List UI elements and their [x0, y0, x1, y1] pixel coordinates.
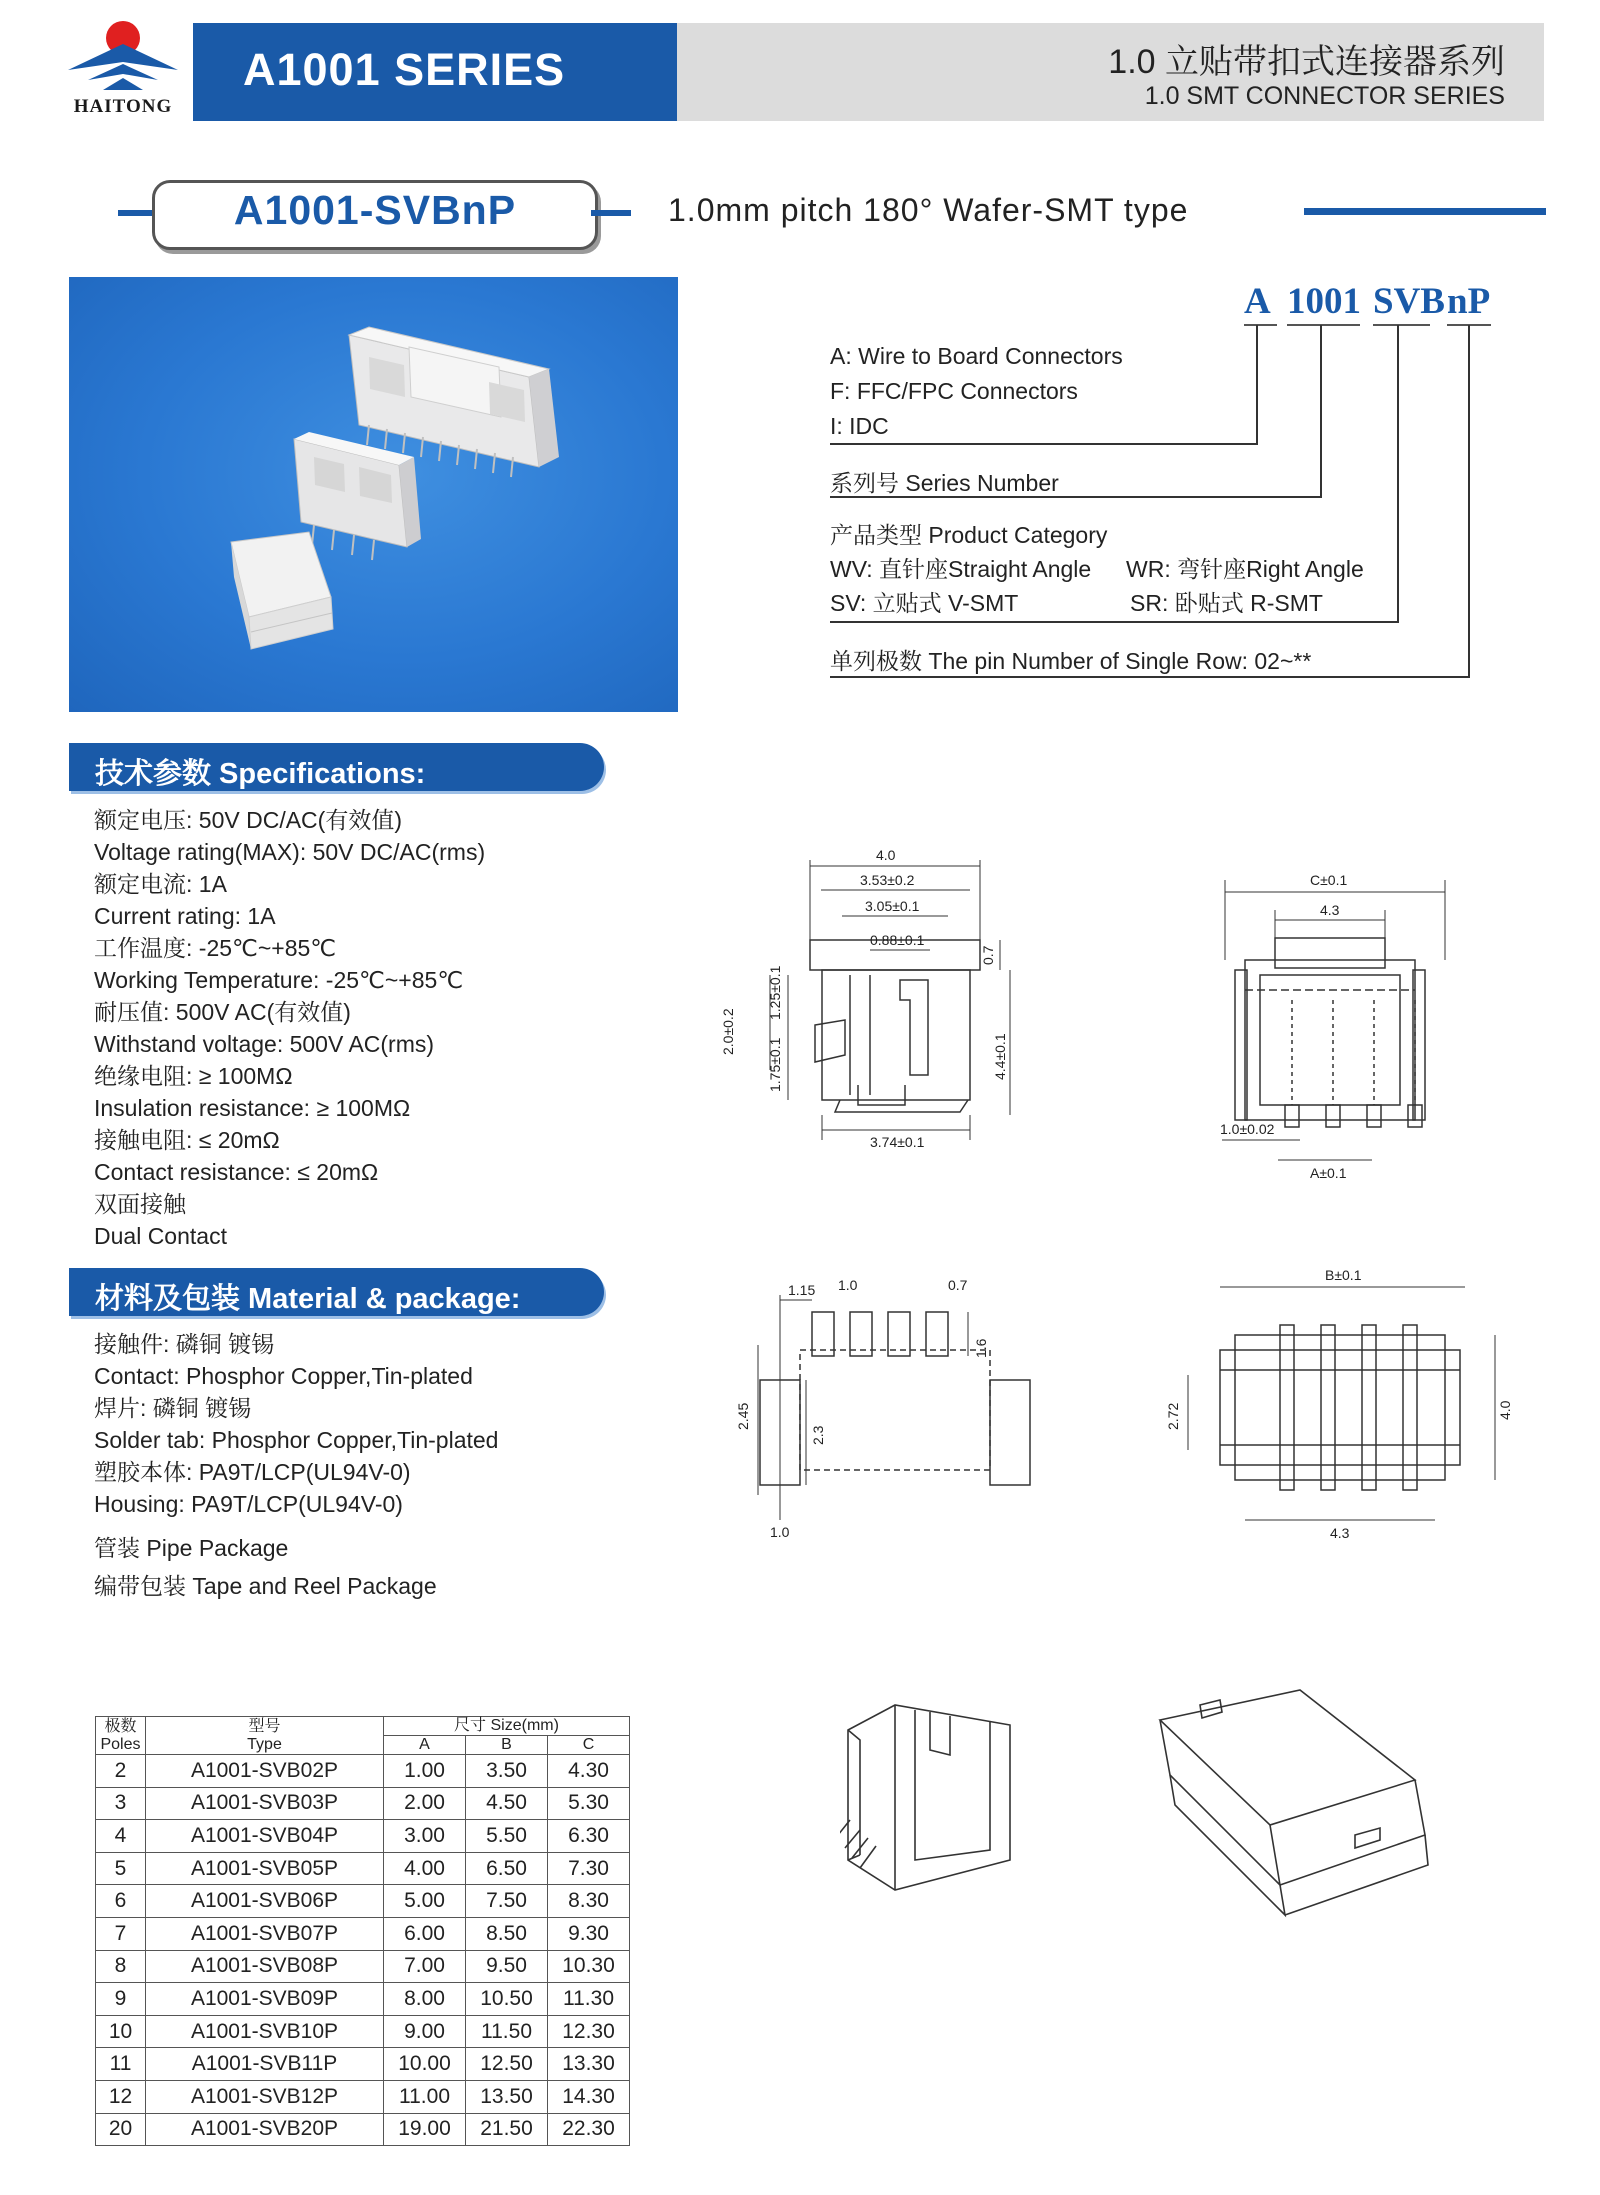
table-row	[96, 1852, 630, 1885]
size-table	[95, 1716, 630, 2146]
table-cell: 3	[96, 1787, 146, 1820]
table-cell: 1.00	[384, 1755, 466, 1788]
dim-label: 0.7	[980, 945, 996, 965]
dim-label: 4.3	[1320, 902, 1340, 918]
code-underline	[1287, 324, 1360, 326]
table-cell: 8.00	[384, 1983, 466, 2016]
table-cell: 4.50	[466, 1787, 548, 1820]
material-item: 塑胶本体: PA9T/LCP(UL94V-0)	[94, 1459, 411, 1485]
col-a-header: A	[384, 1736, 466, 1755]
table-cell: 7.00	[384, 1950, 466, 1983]
table-row	[96, 2015, 630, 2048]
medium-connector-icon	[294, 432, 421, 560]
table-cell: 4	[96, 1820, 146, 1853]
table-cell: 9.50	[466, 1950, 548, 1983]
dim-label: 4.0	[1497, 1400, 1513, 1420]
spec-item: Current rating: 1A	[94, 903, 276, 929]
table-cell: 5	[96, 1852, 146, 1885]
dim-label: 1.0	[770, 1524, 790, 1540]
table-cell: A1001-SVB04P	[146, 1820, 384, 1853]
table-cell: A1001-SVB08P	[146, 1950, 384, 1983]
table-cell: A1001-SVB03P	[146, 1787, 384, 1820]
cap-icon	[231, 532, 333, 649]
table-cell: 9	[96, 1983, 146, 2016]
code-underline	[1373, 324, 1430, 326]
dim-label: 2.3	[810, 1425, 826, 1445]
table-row	[96, 2048, 630, 2081]
spec-list	[94, 804, 485, 1252]
spec-item: 双面接触	[94, 1191, 186, 1217]
code-prefix: A	[1244, 281, 1271, 322]
table-cell: A1001-SVB07P	[146, 1917, 384, 1950]
legend-pins: 单列极数 The pin Number of Single Row: 02~**	[830, 648, 1312, 674]
spec-item: 额定电流: 1A	[94, 871, 227, 897]
type-header-en: Type	[247, 1735, 282, 1753]
legend-leader	[830, 621, 1399, 623]
part-description: 1.0mm pitch 180° Wafer-SMT type	[668, 192, 1189, 228]
technical-drawings	[700, 830, 1600, 1570]
table-row	[96, 1885, 630, 1918]
col-b-header: B	[466, 1736, 548, 1755]
legend-leader	[1468, 325, 1470, 678]
dim-label: 1.0	[838, 1277, 858, 1293]
isometric-drawings	[840, 1660, 1460, 2000]
description-rule	[1304, 208, 1546, 215]
poles-header	[96, 1717, 146, 1755]
material-item: 焊片: 磷铜 镀锡	[94, 1395, 252, 1421]
table-cell: 6.50	[466, 1852, 548, 1885]
table-cell: 11.50	[466, 2015, 548, 2048]
dim-label: 2.0±0.2	[720, 1008, 736, 1055]
material-heading-text: 材料及包装 Material & package:	[95, 1283, 521, 1315]
poles-header-en: Poles	[100, 1735, 141, 1753]
spec-item: 接触电阻: ≤ 20mΩ	[94, 1127, 280, 1153]
table-cell: 10.50	[466, 1983, 548, 2016]
legend-category: 产品类型 Product Category	[830, 522, 1108, 548]
dim-label: 1.6	[973, 1338, 989, 1358]
table-row	[96, 1820, 630, 1853]
legend-a: A: Wire to Board Connectors	[830, 343, 1123, 369]
brand-name: HAITONG	[73, 96, 173, 117]
product-photo	[69, 277, 678, 712]
table-cell: 7	[96, 1917, 146, 1950]
table-cell: 5.00	[384, 1885, 466, 1918]
table-cell: 7.50	[466, 1885, 548, 1918]
col-c-header: C	[548, 1736, 630, 1755]
legend-series: 系列号 Series Number	[830, 470, 1059, 496]
table-cell: 2.00	[384, 1787, 466, 1820]
table-cell: 6.00	[384, 1917, 466, 1950]
specifications-heading	[69, 743, 604, 791]
spec-item: 工作温度: -25℃~+85℃	[94, 935, 337, 961]
code-type: SVB	[1373, 281, 1445, 322]
table-cell: 11.30	[548, 1983, 630, 2016]
legend-leader	[830, 676, 1470, 678]
front-view-drawing	[1222, 880, 1445, 1160]
table-row	[96, 1917, 630, 1950]
dim-label: 3.05±0.1	[865, 898, 920, 914]
table-cell: 12	[96, 2080, 146, 2113]
code-series: 1001	[1287, 281, 1361, 322]
table-cell: A1001-SVB05P	[146, 1852, 384, 1885]
table-cell: 14.30	[548, 2080, 630, 2113]
table-cell: 11.00	[384, 2080, 466, 2113]
legend-leader	[1256, 325, 1258, 445]
dim-label: 1.75±0.1	[767, 1037, 783, 1092]
specifications-heading-text: 技术参数 Specifications:	[95, 758, 426, 790]
spec-item: Dual Contact	[94, 1223, 227, 1249]
series-title: A1001 SERIES	[243, 44, 566, 95]
table-row	[96, 1787, 630, 1820]
type-header-cn: 型号	[248, 1717, 281, 1735]
dim-label: 0.88±0.1	[870, 932, 925, 948]
dim-label: 2.72	[1165, 1402, 1181, 1430]
table-cell: 9.30	[548, 1917, 630, 1950]
table-cell: 5.50	[466, 1820, 548, 1853]
spec-item: Voltage rating(MAX): 50V DC/AC(rms)	[94, 839, 486, 865]
legend-leader	[1320, 325, 1322, 498]
table-cell: A1001-SVB06P	[146, 1885, 384, 1918]
legend-leader	[830, 496, 1322, 498]
dim-label: 1.0±0.02	[1220, 1121, 1275, 1137]
table-row	[96, 1755, 630, 1788]
table-cell: 10.00	[384, 2048, 466, 2081]
table-cell: 6.30	[548, 1820, 630, 1853]
material-list	[94, 1328, 498, 1520]
connector-photo-illustration	[69, 277, 678, 712]
part-number: A1001-SVBnP	[233, 187, 517, 233]
table-cell: 2	[96, 1755, 146, 1788]
dim-label: 0.7	[948, 1277, 968, 1293]
table-cell: A1001-SVB12P	[146, 2080, 384, 2113]
iso-housing-icon	[840, 1705, 1010, 1890]
dim-label: A±0.1	[1310, 1165, 1347, 1181]
dim-label: 1.25±0.1	[767, 965, 783, 1020]
legend-sv: SV: 立贴式 V-SMT	[830, 590, 1019, 616]
table-cell: 11	[96, 2048, 146, 2081]
table-row	[96, 2113, 630, 2146]
table-cell: 4.00	[384, 1852, 466, 1885]
table-cell: A1001-SVB09P	[146, 1983, 384, 2016]
dim-label: 2.45	[735, 1402, 751, 1430]
table-cell: 5.30	[548, 1787, 630, 1820]
table-cell: 8.50	[466, 1917, 548, 1950]
table-cell: 22.30	[548, 2113, 630, 2146]
poles-header-cn: 极数	[104, 1717, 137, 1735]
legend-i: I: IDC	[830, 413, 889, 439]
table-cell: 13.50	[466, 2080, 548, 2113]
material-item: Housing: PA9T/LCP(UL94V-0)	[94, 1491, 403, 1517]
legend-wv: WV: 直针座Straight Angle	[830, 556, 1092, 582]
header-cn-title: 1.0 立贴带扣式连接器系列	[1108, 43, 1505, 81]
dim-label: 4.3	[1330, 1525, 1350, 1541]
table-cell: A1001-SVB10P	[146, 2015, 384, 2048]
spec-item: Contact resistance: ≤ 20mΩ	[94, 1159, 379, 1185]
package-item: 管装 Pipe Package	[94, 1535, 289, 1561]
dim-label: 4.4±0.1	[992, 1033, 1008, 1080]
spec-item: 额定电压: 50V DC/AC(有效值)	[94, 807, 402, 833]
dim-label: 3.74±0.1	[870, 1134, 925, 1150]
legend-f: F: FFC/FPC Connectors	[830, 378, 1078, 404]
dim-label: 3.53±0.2	[860, 872, 915, 888]
size-header: 尺寸 Size(mm)	[384, 1717, 630, 1736]
table-cell: 21.50	[466, 2113, 548, 2146]
table-cell: 8.30	[548, 1885, 630, 1918]
table-row	[96, 2080, 630, 2113]
table-cell: 3.50	[466, 1755, 548, 1788]
table-cell: A1001-SVB20P	[146, 2113, 384, 2146]
header-en-title: 1.0 SMT CONNECTOR SERIES	[1144, 82, 1505, 110]
table-cell: 8	[96, 1950, 146, 1983]
legend-leader	[830, 443, 1258, 445]
table-cell: A1001-SVB02P	[146, 1755, 384, 1788]
table-cell: A1001-SVB11P	[146, 2048, 384, 2081]
spec-item: Insulation resistance: ≥ 100MΩ	[94, 1095, 411, 1121]
dim-label: 4.0	[876, 847, 896, 863]
spec-item: Working Temperature: -25℃~+85℃	[94, 967, 464, 993]
package-item: 编带包装 Tape and Reel Package	[94, 1573, 437, 1599]
material-item: Solder tab: Phosphor Copper,Tin-plated	[94, 1427, 499, 1453]
spec-item: 绝缘电阻: ≥ 100MΩ	[94, 1063, 293, 1089]
haitong-logo	[58, 18, 188, 123]
table-row	[96, 1950, 630, 1983]
table-cell: 3.00	[384, 1820, 466, 1853]
table-row	[96, 1983, 630, 2016]
table-cell: 12.50	[466, 2048, 548, 2081]
dim-label: C±0.1	[1310, 872, 1348, 888]
legend-leader	[1397, 325, 1399, 623]
material-item: Contact: Phosphor Copper,Tin-plated	[94, 1363, 473, 1389]
table-cell: 13.30	[548, 2048, 630, 2081]
top-view-drawing	[1188, 1287, 1495, 1520]
table-cell: 12.30	[548, 2015, 630, 2048]
table-cell: 4.30	[548, 1755, 630, 1788]
legend-sr: SR: 卧贴式 R-SMT	[1130, 590, 1323, 616]
type-header	[146, 1717, 384, 1755]
footprint-drawing	[758, 1295, 1030, 1520]
table-cell: 6	[96, 1885, 146, 1918]
table-cell: 9.00	[384, 2015, 466, 2048]
material-item: 接触件: 磷铜 镀锡	[94, 1331, 275, 1357]
material-heading	[69, 1268, 604, 1316]
spec-item: 耐压值: 500V AC(有效值)	[94, 999, 351, 1025]
table-cell: 20	[96, 2113, 146, 2146]
table-cell: 7.30	[548, 1852, 630, 1885]
table-cell: 10	[96, 2015, 146, 2048]
dim-label: B±0.1	[1325, 1267, 1362, 1283]
spec-item: Withstand voltage: 500V AC(rms)	[94, 1031, 435, 1057]
code-pins: nP	[1447, 281, 1491, 322]
table-cell: 19.00	[384, 2113, 466, 2146]
dim-label: 1.15	[788, 1282, 816, 1298]
iso-cap-icon	[1160, 1690, 1428, 1915]
table-cell: 10.30	[548, 1950, 630, 1983]
code-underline	[1244, 324, 1277, 326]
logo-mark-icon	[58, 18, 188, 98]
legend-wr: WR: 弯针座Right Angle	[1126, 556, 1364, 582]
